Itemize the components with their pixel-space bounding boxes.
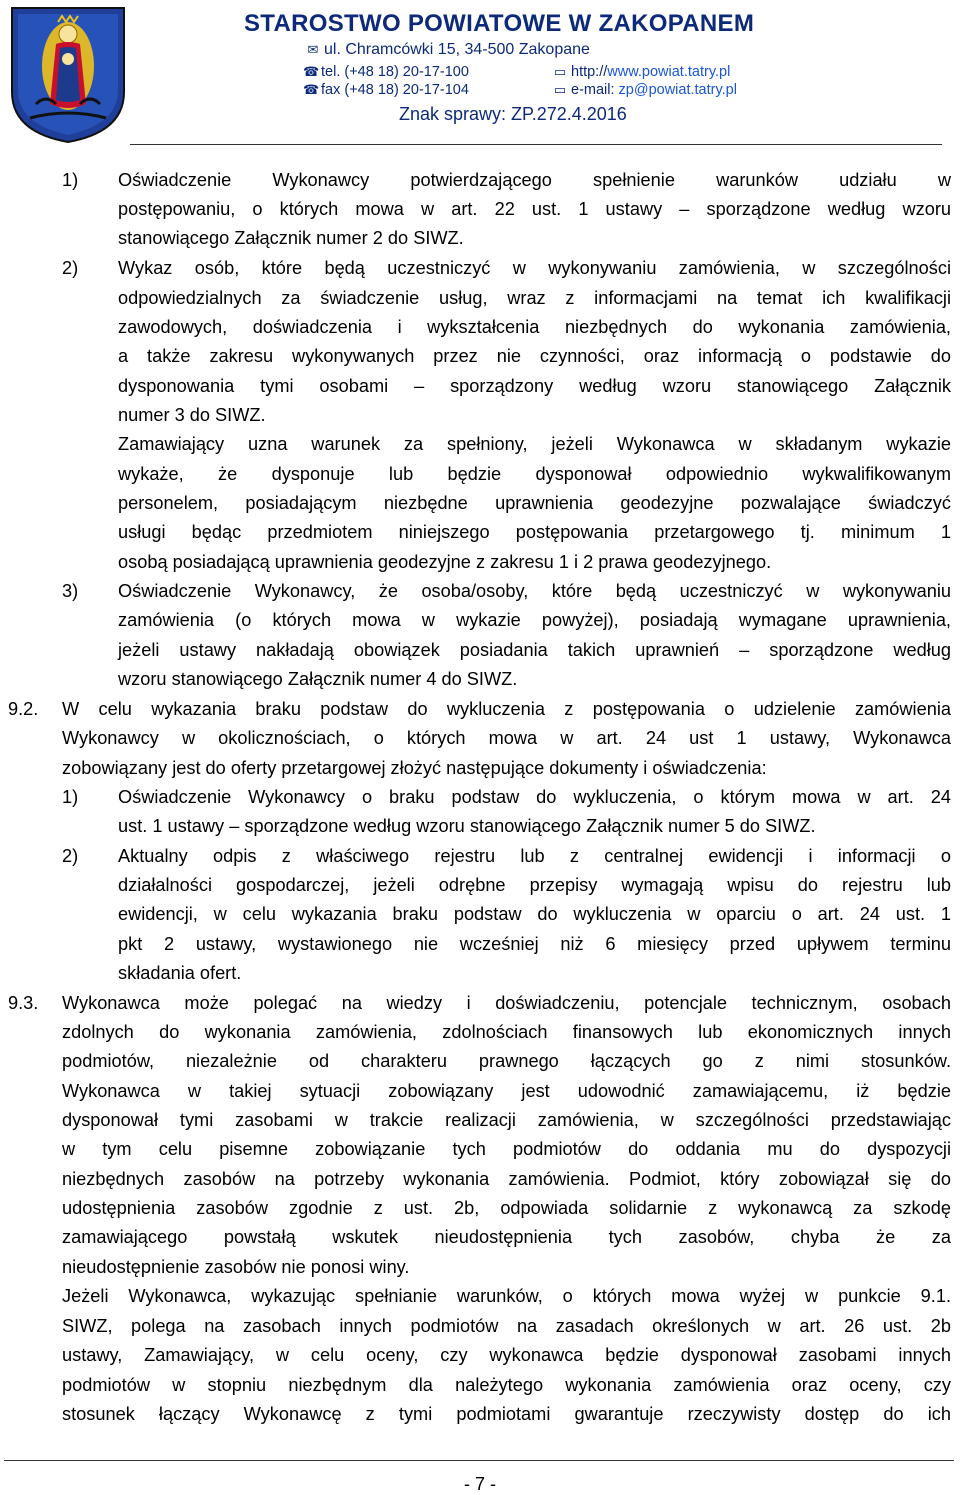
- list-number: 2): [62, 846, 79, 866]
- text-line: usługi będąc przedmiotem niniejszego postępowania przetargowego tj. minimum 1: [118, 522, 951, 542]
- text-line: zobowiązany jest do oferty przetargowej złożyć następujące dokumenty i oświadczenia:: [62, 758, 767, 778]
- fax-number: ☎ fax (+48 18) 20-17-104: [303, 82, 469, 98]
- text-line: zdolnych do wykonania zamówienia, zdolnościach finansowych lub ekonomicznych innych: [62, 1022, 951, 1042]
- section-number: 9.3.: [8, 993, 39, 1013]
- text-line: SIWZ, polega na zasobach innych podmiotów na zasadach określonych w art. 26 ust. 2b: [62, 1316, 951, 1336]
- text-line: zamówienia (o których mowa w wykazie powyżej), posiadają wymagane uprawnienia,: [118, 610, 951, 630]
- section-number: 9.2.: [8, 699, 39, 719]
- text-line: numer 3 do SIWZ.: [118, 405, 266, 425]
- computer-icon: ▭: [553, 64, 567, 79]
- computer-icon: ▭: [553, 82, 567, 97]
- text-line: podmiotów w stopniu niezbędnym dla należytego wykonania zamówienia oraz oceny, czy: [62, 1375, 951, 1395]
- phone-icon: ☎: [303, 64, 320, 79]
- text-line: Wykonawcy w okolicznościach, o których mowa w art. 24 ust 1 ustawy, Wykonawca: [62, 728, 951, 748]
- text-line: wykaże, że dysponuje lub będzie dysponował odpowiednio wykwalifikowanym: [118, 464, 951, 484]
- text-line: ewidencji, w celu wykazania braku podstaw do wykluczenia w oparciu o art. 24 ust. 1: [118, 904, 951, 924]
- text-line: Zamawiający uzna warunek za spełniony, jeżeli Wykonawca w składanym wykazie: [118, 434, 951, 454]
- text-line: udostępnienia zasobów zgodnie z ust. 2b, odpowiada solidarnie z wykonawcą za szkodę: [62, 1198, 951, 1218]
- text-line: Wykonawca w takiej sytuacji zobowiązany jest udowodnić zamawiającemu, iż będzie: [62, 1081, 951, 1101]
- coat-of-arms-emblem: [6, 4, 130, 144]
- website-link[interactable]: www.powiat.tatry.pl: [607, 64, 731, 80]
- email-link[interactable]: zp@powiat.tatry.pl: [618, 82, 737, 98]
- envelope-icon: ✉: [307, 42, 319, 57]
- website: ▭ http://www.powiat.tatry.pl: [553, 64, 731, 80]
- text-line: dysponował tymi zasobami w trakcie realizacji zamówienia, w szczególności przedstawiając: [62, 1110, 951, 1130]
- text-line: nieudostępnienie zasobów nie ponosi winy.: [62, 1257, 410, 1277]
- text-line: ust. 1 ustawy – sporządzone według wzoru stanowiącego Załącznik numer 5 do SIWZ.: [118, 816, 816, 836]
- text-line: Oświadczenie Wykonawcy potwierdzającego spełnienie warunków udziału w: [118, 170, 951, 190]
- page-number: - 7 -: [463, 1474, 496, 1494]
- text-line: jeżeli ustawy nakładają obowiązek posiadania takich uprawnień – sporządzone według: [118, 640, 951, 660]
- text-line: Aktualny odpis z właściwego rejestru lub z centralnej ewidencji i informacji o: [118, 846, 951, 866]
- header-divider: [130, 144, 942, 145]
- list-number: 1): [62, 170, 79, 190]
- text-line: wzoru stanowiącego Załącznik numer 4 do SIWZ.: [118, 669, 518, 689]
- email: ▭ e-mail: zp@powiat.tatry.pl: [553, 82, 737, 98]
- text-line: podmiotów, niezależnie od charakteru prawnego łączących go z nimi stosunków.: [62, 1051, 951, 1071]
- text-line: Wykaz osób, które będą uczestniczyć w wykonywaniu zamówienia, w szczególności: [118, 258, 951, 278]
- text-line: Wykonawca może polegać na wiedzy i doświadczeniu, potencjale technicznym, osobach: [62, 993, 951, 1013]
- text-line: stosunek łączący Wykonawcę z tymi podmiotami gwarantuje rzeczywisty dostęp do ich: [62, 1404, 951, 1424]
- text-line: zawodowych, doświadczenia i wykształcenia niezbędnych do wykonania zamówienia,: [118, 317, 951, 337]
- footer-divider: [4, 1460, 954, 1461]
- case-reference: Znak sprawy: ZP.272.4.2016: [399, 104, 627, 124]
- phone-icon: ☎: [303, 82, 320, 97]
- text-line: pkt 2 ustawy, wystawionego nie wcześniej niż 6 miesięcy przed upływem terminu: [118, 934, 951, 954]
- text-line: składania ofert.: [118, 963, 242, 983]
- text-line: Jeżeli Wykonawca, wykazując spełnianie warunków, o których mowa wyżej w punkcie 9.1.: [62, 1286, 951, 1306]
- letterhead: [0, 0, 960, 150]
- text-line: zamawiającego powstałą wskutek nieudostępnienia tych zasobów, chyba że za: [62, 1227, 951, 1247]
- address: ✉ ul. Chramcówki 15, 34-500 Zakopane: [307, 41, 590, 58]
- text-line: ustawy, Zamawiający, w celu oceny, czy wykonawca będzie dysponował zasobami innych: [62, 1345, 951, 1365]
- text-line: w tym celu pisemne zobowiązanie tych podmiotów do oddania mu do dyspozycji: [62, 1139, 951, 1159]
- text-line: postępowaniu, o których mowa w art. 22 ust. 1 ustawy – sporządzone według wzoru: [118, 199, 951, 219]
- list-number: 2): [62, 258, 79, 278]
- list-number: 3): [62, 581, 79, 601]
- text-line: a także zakresu wykonywanych przez nie czynności, oraz informacją o podstawie do: [118, 346, 951, 366]
- text-line: dysponowania tymi osobami – sporządzony według wzoru stanowiącego Załącznik: [118, 376, 951, 396]
- text-line: Oświadczenie Wykonawcy o braku podstaw do wykluczenia, o którym mowa w art. 24: [118, 787, 951, 807]
- list-number: 1): [62, 787, 79, 807]
- text-line: niezbędnych zasobów na potrzeby wykonania zamówienia. Podmiot, który zobowiązał się do: [62, 1169, 951, 1189]
- text-line: odpowiedzialnych za świadczenie usług, wraz z informacjami na temat ich kwalifikacji: [118, 288, 951, 308]
- text-line: osobą posiadającą uprawnienia geodezyjne z zakresu 1 i 2 prawa geodezyjnego.: [118, 552, 772, 572]
- text-line: działalności gospodarczej, jeżeli odrębne przepisy wymagają wpisu do rejestru lub: [118, 875, 951, 895]
- text-line: stanowiącego Załącznik numer 2 do SIWZ.: [118, 228, 464, 248]
- text-line: Oświadczenie Wykonawcy, że osoba/osoby, które będą uczestniczyć w wykonywaniu: [118, 581, 951, 601]
- text-line: personelem, posiadającym niezbędne uprawnienia geodezyjne pozwalające świadczyć: [118, 493, 951, 513]
- text-line: W celu wykazania braku podstaw do wykluczenia z postępowania o udzielenie zamówienia: [62, 699, 951, 719]
- phone-number: ☎ tel. (+48 18) 20-17-100: [303, 64, 469, 80]
- organization-name: STAROSTWO POWIATOWE W ZAKOPANEM: [244, 10, 755, 37]
